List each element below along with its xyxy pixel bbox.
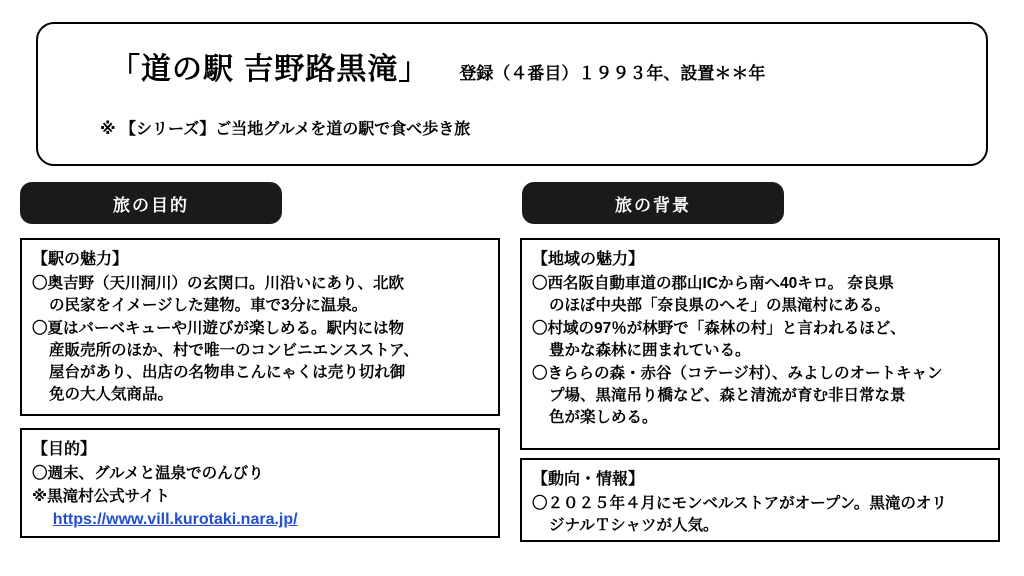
header-title-row: [38, 44, 986, 88]
area-appeal-box: [520, 238, 1000, 450]
list-item-line: 産販売所のほか、村で唯一のコンビニエンスストア、: [49, 342, 419, 359]
header-panel: [36, 22, 988, 166]
list-item-line: ジナルＴシャツが人気。: [549, 517, 719, 534]
registration-note: 登録（４番目）１９９３年、設置＊＊年: [459, 64, 766, 83]
station-appeal-box: [20, 238, 500, 416]
list-item-line: 〇村域の97％が林野で「森林の村」と言われるほど、: [532, 320, 906, 337]
purpose-heading: 【目的】: [32, 441, 97, 458]
list-item: [32, 486, 488, 508]
list-item: [532, 363, 988, 429]
list-item-line: 豊かな森林に囲まれている。: [549, 342, 751, 359]
list-item-line: 〇２０２５年４月にモンベルストアがオープン。黒滝のオリ: [532, 495, 947, 512]
list-item: [32, 463, 488, 485]
section-title-background: 旅の背景: [522, 182, 784, 224]
station-appeal-heading: 【駅の魅力】: [32, 251, 129, 268]
list-item: [32, 318, 488, 406]
list-item-line: 〇夏はバーベキューや川遊びが楽しめる。駅内には物: [32, 320, 405, 337]
list-item-line: 〇西名阪自動車道の郡山ICから南へ40キロ。 奈良県: [532, 275, 894, 292]
list-item-line: 〇奥吉野（天川洞川）の玄関口。川沿いにあり、北欧: [32, 275, 405, 292]
list-item-line: のほぼ中央部「奈良県のへそ」の黒滝村にある。: [549, 297, 891, 314]
list-item: [532, 273, 988, 317]
trend-info-box: [520, 458, 1000, 542]
list-item-line: 色が楽しめる。: [549, 409, 658, 426]
list-item-line: 免の大人気商品。: [49, 386, 174, 403]
list-item-line: の民家をイメージした建物。車で3分に温泉。: [49, 297, 368, 314]
purpose-box: [20, 428, 500, 538]
trend-info-heading: 【動向・情報】: [532, 471, 645, 488]
list-item-line: プ場、黒滝吊り橋など、森と清流が育む非日常な景: [549, 387, 906, 404]
list-item: [532, 493, 988, 537]
list-item: [532, 318, 988, 362]
list-item-line: 〇きららの森・赤谷（コテージ村）、みよしのオートキャン: [532, 365, 943, 382]
list-item-line: 屋台があり、出店の名物串こんにゃくは売り切れ御: [49, 364, 406, 381]
page-title: 「道の駅 吉野路黒滝」: [110, 53, 430, 86]
official-site-link[interactable]: https://www.vill.kurotaki.nara.jp/: [52, 511, 298, 528]
area-appeal-heading: 【地域の魅力】: [532, 251, 645, 268]
list-item: [32, 273, 488, 317]
list-item-line: ※黒滝村公式サイト: [32, 488, 170, 505]
series-note: ※ 【シリーズ】ご当地グルメを道の駅で食べ歩き旅: [100, 121, 471, 138]
section-title-purpose: 旅の目的: [20, 182, 282, 224]
list-item-line: 〇週末、グルメと温泉でのんびり: [32, 465, 264, 482]
